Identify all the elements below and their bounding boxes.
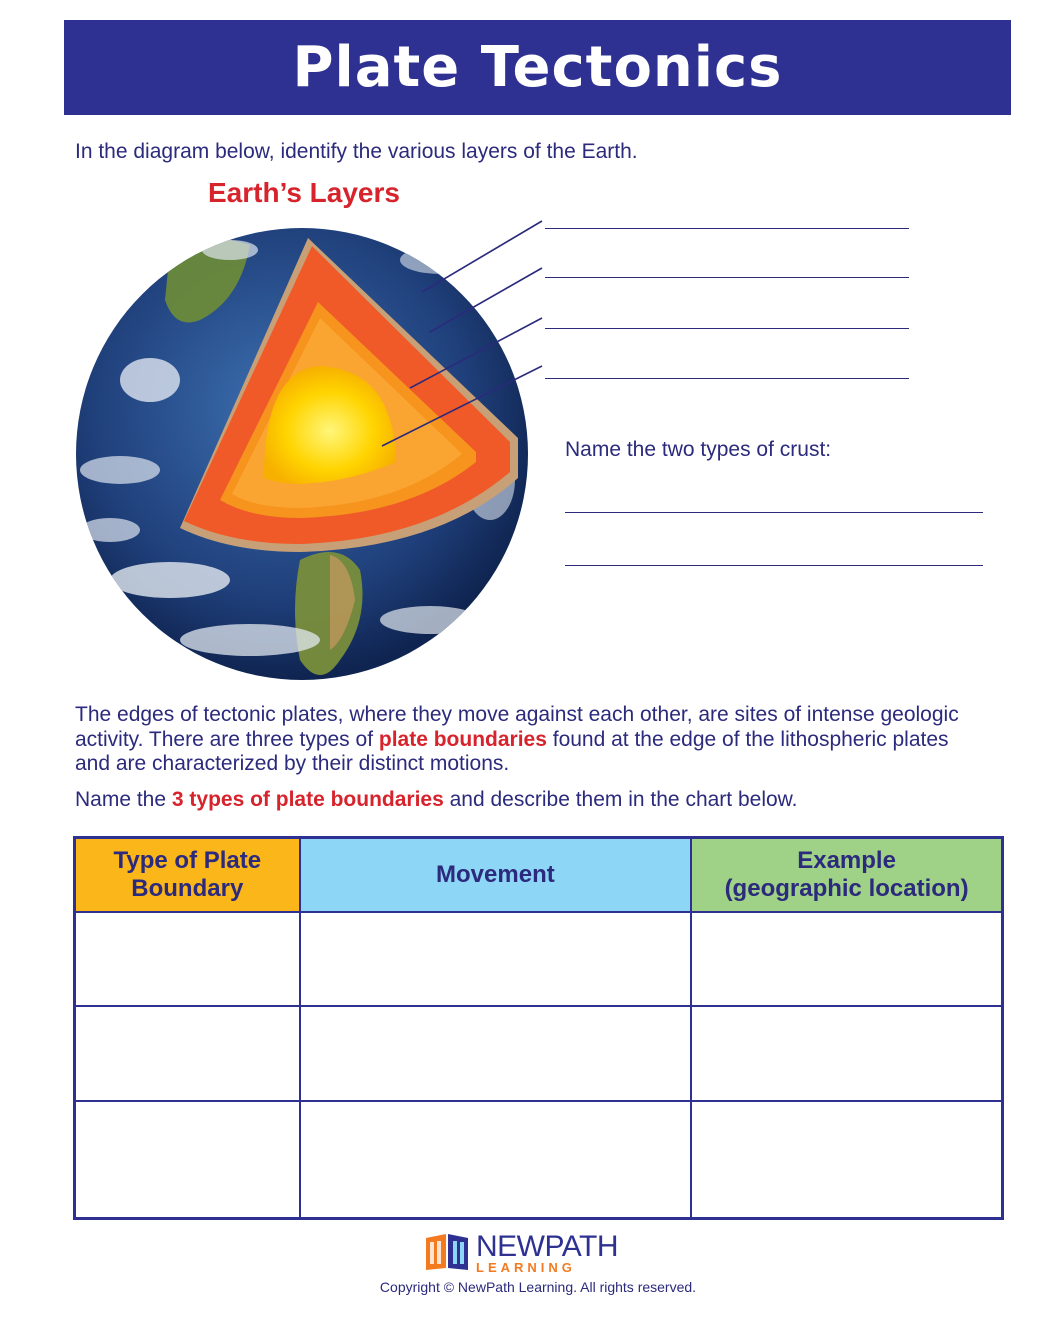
answer-cell[interactable] <box>300 912 692 1006</box>
crust-answer-line-2[interactable] <box>565 565 983 566</box>
answer-cell[interactable] <box>75 1101 300 1219</box>
table-row <box>75 1101 1003 1219</box>
page-title: Plate Tectonics <box>292 35 783 100</box>
layer-answer-line-3[interactable] <box>545 328 909 329</box>
diagram-title: Earth’s Layers <box>208 177 400 208</box>
intro-text: In the diagram below, identify the various layers of the Earth. <box>75 140 638 163</box>
paragraph1-highlight: plate boundaries <box>378 727 547 751</box>
answer-cell[interactable] <box>691 1101 1002 1219</box>
header-example <box>691 838 1002 913</box>
header-line: Movement <box>436 861 555 888</box>
answer-cell[interactable] <box>691 1006 1002 1100</box>
logo-subtitle: LEARNING <box>476 1260 576 1275</box>
header-line: Example <box>797 847 896 874</box>
paragraph2-text-end: and describe them in the chart below. <box>443 788 798 811</box>
globe <box>76 228 528 680</box>
answer-cell[interactable] <box>75 912 300 1006</box>
layer-answer-line-4[interactable] <box>545 378 909 379</box>
header-line: Type of Plate <box>113 847 262 874</box>
header-line: (geographic location) <box>724 875 969 902</box>
header-line: Boundary <box>131 875 244 902</box>
plate-boundaries-paragraph <box>75 703 975 777</box>
copyright-text: Copyright © NewPath Learning. All rights reserved. <box>379 1279 697 1295</box>
answer-cell[interactable] <box>300 1101 692 1219</box>
crust-answer-line-1[interactable] <box>565 512 983 513</box>
plate-boundary-chart <box>73 836 1004 1220</box>
paragraph1-text-end: found at the edge of the lithospheric plates and are characterized by their distinct motions. <box>75 727 949 775</box>
logo-name: NEWPATH <box>476 1230 619 1263</box>
answer-cell[interactable] <box>75 1006 300 1100</box>
layer-answer-line-1[interactable] <box>545 228 909 229</box>
paragraph2-text-start: Name the <box>75 788 172 811</box>
layer-answer-line-2[interactable] <box>545 277 909 278</box>
newpath-logo <box>424 1230 624 1275</box>
paragraph2-highlight: 3 types of plate boundaries <box>171 788 444 811</box>
crust-prompt: Name the two types of crust: <box>565 438 832 461</box>
paragraph1-text-start: The edges of tectonic plates, where they move against each other, are sites of intense geologic activity. There are three types of <box>75 703 959 751</box>
answer-cell[interactable] <box>691 912 1002 1006</box>
header-type-of-plate-boundary <box>75 838 300 913</box>
answer-cell[interactable] <box>300 1006 692 1100</box>
table-row <box>75 1006 1003 1100</box>
chart-header-row <box>75 838 1003 913</box>
header-movement <box>300 838 692 913</box>
table-row <box>75 912 1003 1006</box>
chart-instructions <box>75 788 975 813</box>
book-logo-icon <box>424 1232 472 1272</box>
